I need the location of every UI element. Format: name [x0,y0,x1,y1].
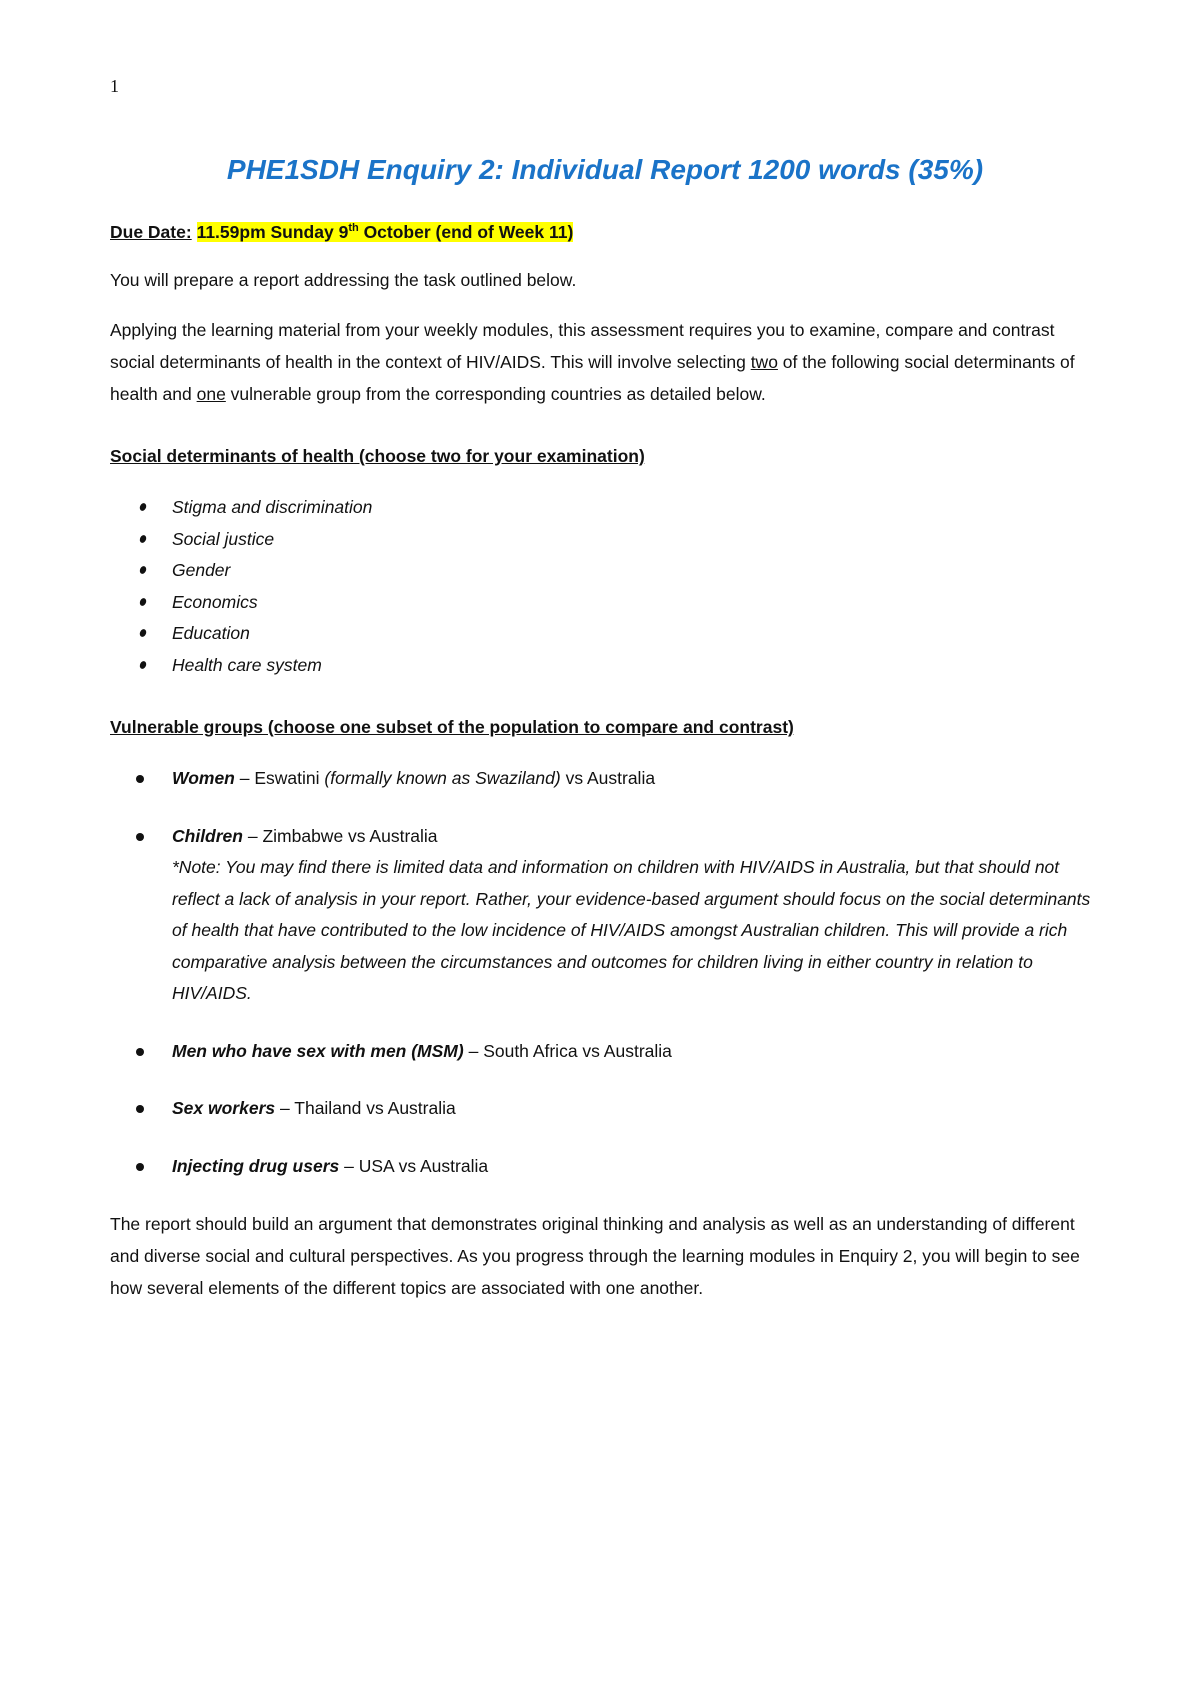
vg-msm-name: Men who have sex with men (MSM) [172,1040,464,1061]
sdh-list [110,492,1100,681]
vg-item-idu [110,1151,1100,1183]
sdh-heading: Social determinants of health (choose two for your examination) [110,446,645,466]
vg-women-aside: (formally known as Swaziland) [324,768,561,788]
due-date-label: Due Date: [110,222,192,242]
vg-women-vs: vs Australia [560,768,656,788]
due-date-value-tail: October (end of Week 11) [358,222,574,242]
applying-text-2: of the following social determinants of health and [110,352,1075,404]
vg-msm-sep: – [463,1040,484,1061]
vg-sex-workers-name: Sex workers [172,1098,276,1118]
vg-sex-workers-sep: – [275,1098,295,1118]
due-date-value [197,222,574,242]
vg-item-women [110,763,1100,795]
sdh-item-economics: Economics [110,587,1100,619]
intro-paragraph: You will prepare a report addressing the task outlined below. [110,270,577,290]
vg-idu-name: Injecting drug users [172,1155,340,1176]
applying-paragraph [110,314,1100,410]
page-number: 1 [110,76,119,96]
applying-text-1: Applying the learning material from your weekly modules, this assessment requires you to examine, compare and contrast social determinants of health in the context of HIV/AIDS. This will involve selecting [110,320,1055,372]
sdh-item-stigma: Stigma and discrimination [110,492,1100,524]
vg-idu-sep: – [339,1155,359,1176]
sdh-item-social-justice: Social justice [110,524,1100,556]
vg-women-name: Women [172,768,235,788]
sdh-item-health-care: Health care system [110,650,1100,682]
vg-item-children [110,821,1100,1010]
vg-item-msm [110,1036,1100,1068]
vulnerable-heading: Vulnerable groups (choose one subset of the population to compare and contrast) [110,717,794,737]
sdh-item-gender: Gender [110,555,1100,587]
page-title: PHE1SDH Enquiry 2: Individual Report 1200 words (35%) [226,154,984,185]
sdh-item-education: Education [110,618,1100,650]
closing-paragraph: The report should build an argument that demonstrates original thinking and analysis as well as an understanding of different and diverse social and cultural perspectives. As you progress through the learning modules in Enquiry 2, you will begin to see how several elements of the different topics are associated with one another. [110,1214,1080,1298]
due-date-ordinal: th [348,222,359,235]
applying-one: one [196,384,226,404]
vg-msm-countries: South Africa vs Australia [483,1040,672,1061]
due-date-value-main: 11.59pm Sunday 9 [196,222,349,242]
vg-children-name: Children [172,825,243,846]
due-date-line [110,216,1100,248]
vg-children-note: *Note: You may find there is limited data and information on children with HIV/AIDS in Australia, but that should not reflect a lack of analysis in your report. Rather, your evidence-based argument should focus on the social determinants of health that have contributed to the low incidence of HIV/AIDS amongst Australian children. This will provide a rich comparative analysis between the circumstances and outcomes for children living in either country in relation to HIV/AIDS. [172,857,1091,1003]
vulnerable-list [110,763,1100,1182]
vg-item-sex-workers [110,1093,1100,1125]
vg-sex-workers-countries: Thailand vs Australia [294,1098,456,1118]
vg-women-sep: – [234,768,255,788]
vg-women-country: Eswatini [254,768,325,788]
vg-children-countries: Zimbabwe vs Australia [262,825,438,846]
vg-children-sep: – [242,825,263,846]
document-body [110,150,1100,1322]
vg-idu-countries: USA vs Australia [358,1155,489,1176]
applying-two: two [750,352,778,372]
applying-text-3: vulnerable group from the corresponding countries as detailed below. [225,384,766,404]
